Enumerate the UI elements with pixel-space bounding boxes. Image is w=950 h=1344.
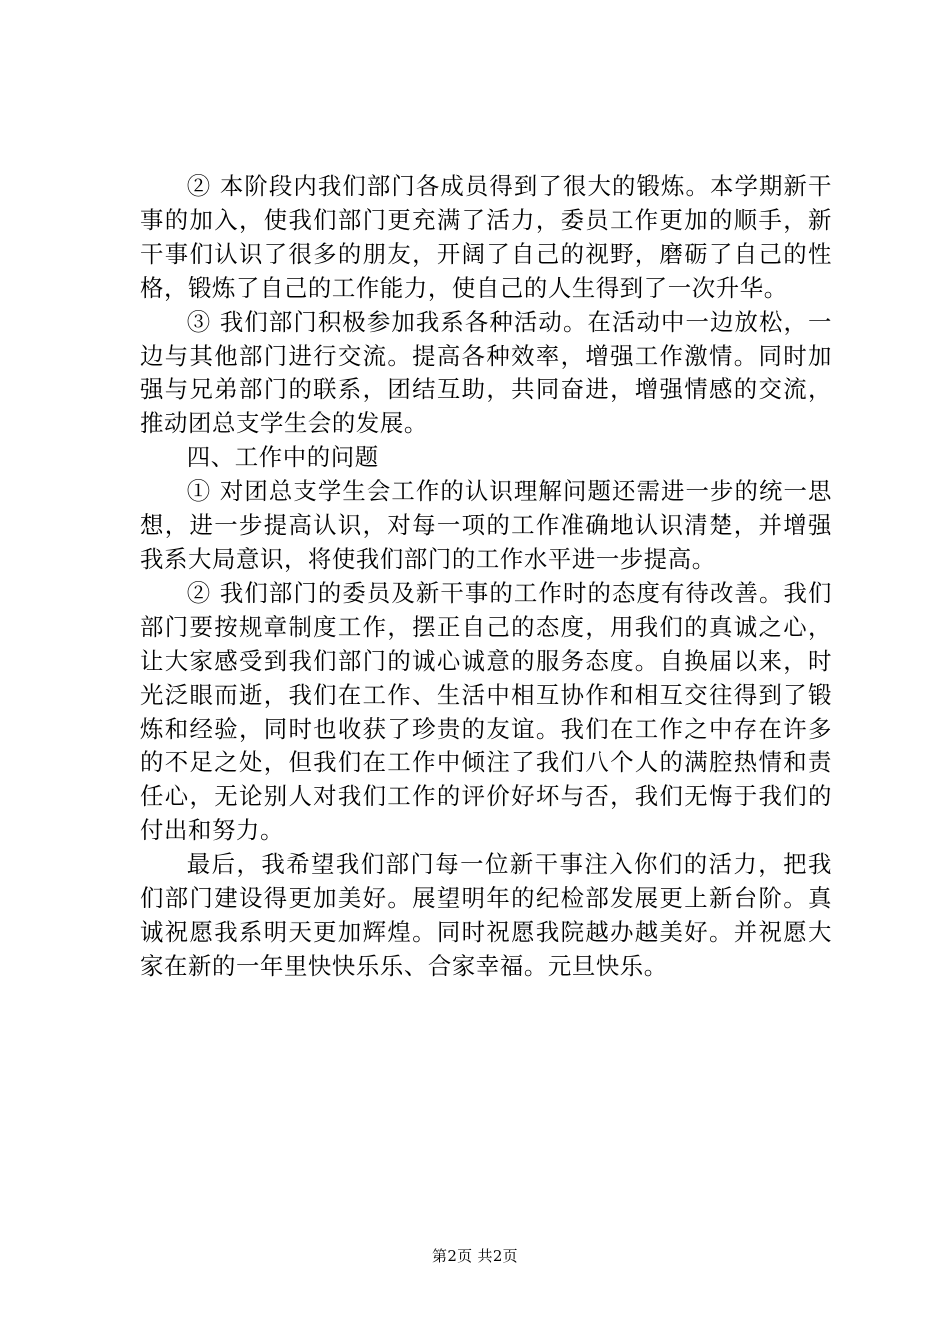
section-heading-problems: 四、工作中的问题 [186,443,379,472]
page-footer: 第2页 共2页 [432,1247,518,1265]
paragraph-problem-2: ② 我们部门的委员及新干事的工作时的态度有待改善。我们部门要按规章制度工作，摆正自己的态度，用我们的真诚之心，让大家感受到我们部门的诚心诚意的服务态度。自换届以来，时光泛眼而逝，我们在工作、生活中相互协作和相互交往得到了锻炼和经验，同时也收获了珍贵的友谊。我们在工作之中存在许多的不足之处，但我们在工作中倾注了我们八个人的满腔热情和责任心，无论别人对我们工作的评价好坏与否，我们无悔于我们的付出和努力。 [140,578,832,845]
document-body [140,170,832,984]
paragraph-growth: ② 本阶段内我们部门各成员得到了很大的锻炼。本学期新干事的加入，使我们部门更充满了活力，委员工作更加的顺手，新干事们认识了很多的朋友，开阔了自己的视野，磨砺了自己的性格，锻炼了自己的工作能力，使自己的人生得到了一次升华。 [140,172,832,302]
paragraph-closing: 最后，我希望我们部门每一位新干事注入你们的活力，把我们部门建设得更加美好。展望明年的纪检部发展更上新台阶。真诚祝愿我系明天更加辉煌。同时祝愿我院越办越美好。并祝愿大家在新的一年里快快乐乐、合家幸福。元旦快乐。 [140,850,832,980]
paragraph-problem-1: ① 对团总支学生会工作的认识理解问题还需进一步的统一思想，进一步提高认识，对每一项的工作准确地认识清楚，并增强我系大局意识，将使我们部门的工作水平进一步提高。 [140,477,832,573]
paragraph-activities: ③ 我们部门积极参加我系各种活动。在活动中一边放松，一边与其他部门进行交流。提高各种效率，增强工作激情。同时加强与兄弟部门的联系，团结互助，共同奋进，增强情感的交流，推动团总支学生会的发展。 [140,307,832,438]
